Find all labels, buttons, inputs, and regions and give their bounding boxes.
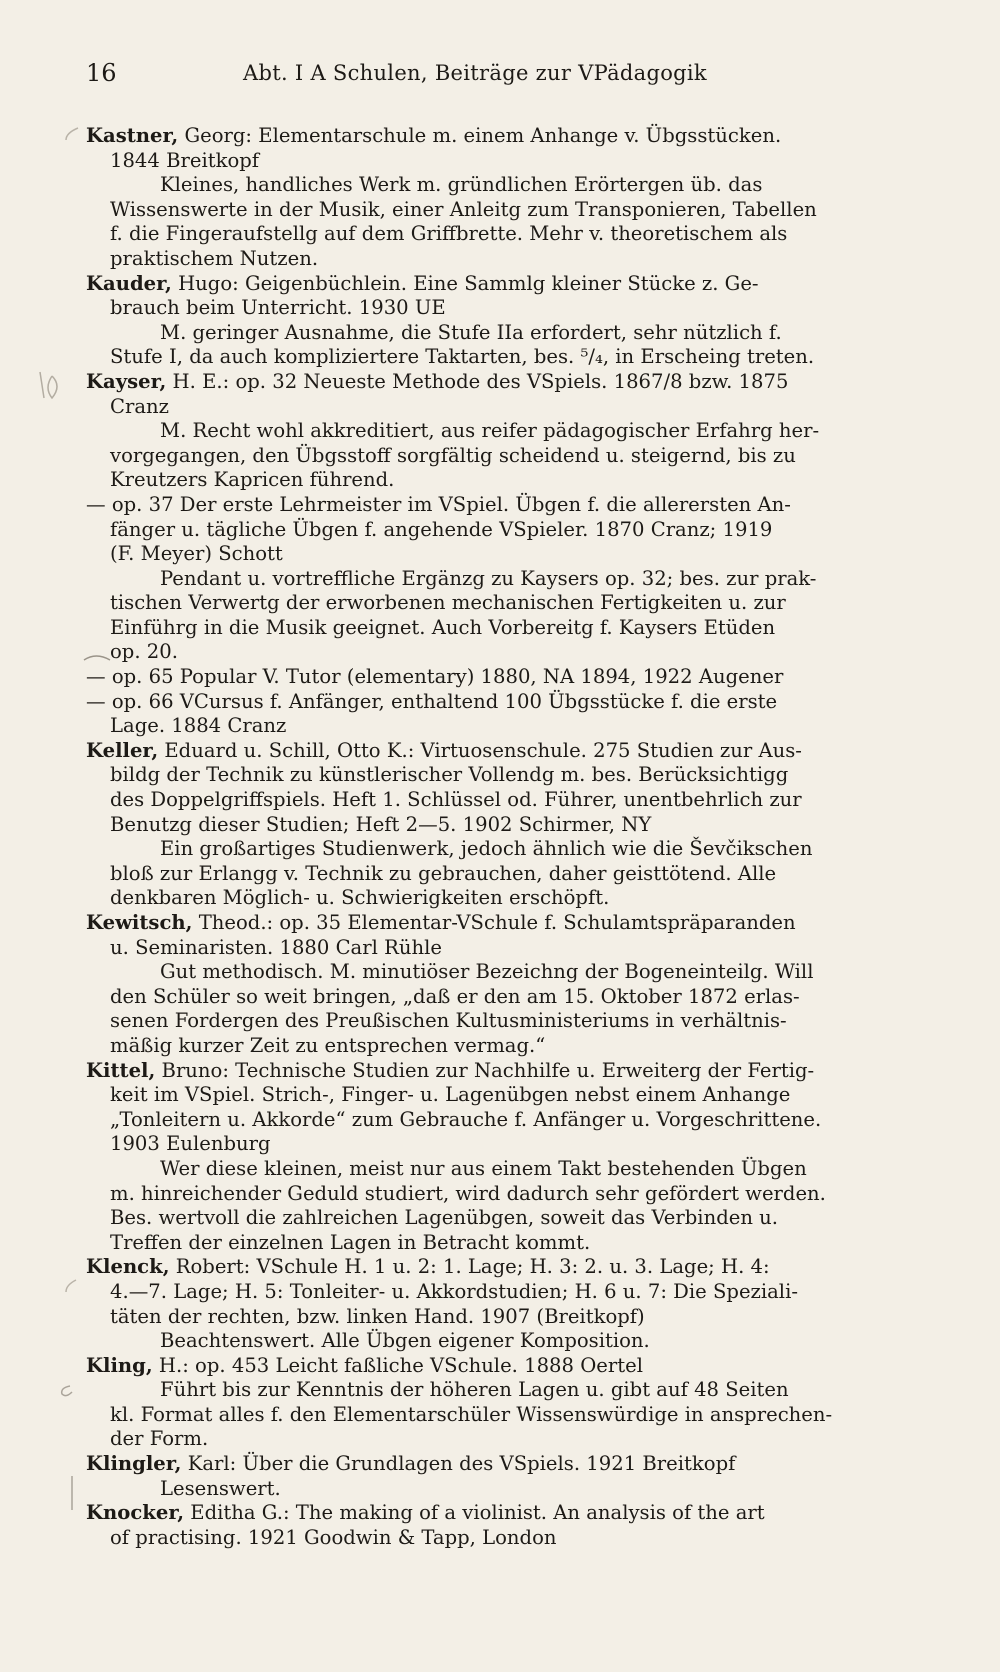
annotation-line: Führt bis zur Kenntnis der höheren Lagen u. gibt auf 48 Seiten <box>160 1378 789 1402</box>
bibliography-entry <box>86 1255 916 1353</box>
annotation-line: Wissenswerte in der Musik, einer Anleitg zum Transponieren, Tabellen <box>110 197 817 221</box>
annotation-line: kl. Format alles f. den Elementarschüler Wissenswürdige in ansprechen- <box>110 1402 833 1426</box>
entry-first-line <box>86 124 916 149</box>
entry-continuation-line: 1903 Eulenburg <box>110 1132 271 1156</box>
bibliography-entry <box>86 1059 916 1256</box>
entry-title-text: Robert: VSchule H. 1 u. 2: 1. Lage; H. 3: 2. u. 3. Lage; H. 4: <box>169 1255 770 1279</box>
annotation-line: senen Fordergen des Preußischen Kultusministeriums in verhältnis- <box>110 1009 787 1033</box>
annotation-line: Pendant u. vortreffliche Ergänzg zu Kaysers op. 32; bes. zur prak- <box>160 566 817 590</box>
page-number: 16 <box>86 59 117 87</box>
annotation-line: Einführg in die Musik geeignet. Auch Vorbereitg f. Kaysers Etüden <box>110 615 776 639</box>
author-name: Knocker, <box>86 1501 185 1525</box>
entry-continuation-line: täten der rechten, bzw. linken Hand. 1907 (Breitkopf) <box>110 1304 645 1328</box>
bibliography-entry <box>86 1501 916 1550</box>
bibliography-entry <box>86 272 916 370</box>
entry-continuation-line: 1844 Breitkopf <box>110 148 260 172</box>
annotation-line: Ein großartiges Studienwerk, jedoch ähnlich wie die Ševčikschen <box>160 837 813 861</box>
entry-continuation-line: (F. Meyer) Schott <box>110 542 283 566</box>
bibliography-entry <box>86 1354 916 1452</box>
annotation-line: m. hinreichender Geduld studiert, wird dadurch sehr gefördert werden. <box>110 1181 826 1205</box>
author-name: Keller, <box>86 738 159 762</box>
author-name: Kewitsch, <box>86 911 193 934</box>
entry-title-text: H.: op. 453 Leicht faßliche VSchule. 1888 Oertel <box>152 1353 643 1377</box>
annotation-line: denkbaren Möglich- u. Schwierigkeiten erschöpft. <box>110 886 610 910</box>
annotation-line: Lesenswert. <box>160 1476 281 1500</box>
entry-title-text: Karl: Über die Grundlagen des VSpiels. 1921 Breitkopf <box>181 1452 736 1476</box>
entry-first-line <box>86 1354 916 1379</box>
entry-continuation-line: bildg der Technik zu künstlerischer Vollendg m. bes. Berücksichtigg <box>110 763 789 787</box>
annotation-line: M. Recht wohl akkreditiert, aus reifer pädagogischer Erfahrg her- <box>160 419 820 443</box>
entry-continuation-line: u. Seminaristen. 1880 Carl Rühle <box>110 935 442 959</box>
margin-circle-mark <box>62 1386 72 1396</box>
entry-title-text: — op. 65 Popular V. Tutor (elementary) 1880, NA 1894, 1922 Augener <box>86 665 784 689</box>
annotation-line: Kleines, handliches Werk m. gründlichen Erörtergen üb. das <box>160 173 763 197</box>
annotation-line: praktischem Nutzen. <box>110 246 319 270</box>
annotation-line: der Form. <box>110 1427 209 1451</box>
entry-title-text: H. E.: op. 32 Neueste Methode des VSpiels. 1867/8 bzw. 1875 <box>166 369 789 393</box>
bibliography-entry <box>86 690 916 739</box>
bibliography-entry <box>86 370 916 493</box>
entry-continuation-line: brauch beim Unterricht. 1930 UE <box>110 296 446 320</box>
author-name: Kittel, <box>86 1058 156 1082</box>
bibliography-entry <box>86 1452 916 1501</box>
annotation-line: M. geringer Ausnahme, die Stufe IIa erfordert, sehr nützlich f. <box>160 320 782 344</box>
annotation-line: Beachtenswert. Alle Übgen eigener Komposition. <box>160 1329 650 1353</box>
entry-first-line <box>86 370 916 395</box>
bibliography-entry <box>86 911 916 1059</box>
annotation-line: Stufe I, da auch kompliziertere Taktarten, bes. ⁵/₄, in Erscheing treten. <box>110 345 815 369</box>
entry-first-line <box>86 1059 916 1084</box>
entry-first-line <box>86 665 916 690</box>
entry-continuation-line: 4.—7. Lage; H. 5: Tonleiter- u. Akkordstudien; H. 6 u. 7: Die Speziali- <box>110 1279 798 1303</box>
bibliography-entry <box>86 665 916 690</box>
author-name: Kling, <box>86 1353 153 1377</box>
bibliography-list <box>86 124 916 1550</box>
annotation-line: bloß zur Erlangg v. Technik zu gebrauchen, daher geisttötend. Alle <box>110 861 777 885</box>
author-name: Kayser, <box>86 369 167 393</box>
entry-continuation-line: of practising. 1921 Goodwin & Tapp, London <box>110 1525 557 1549</box>
entry-title-text: Theod.: op. 35 Elementar-VSchule f. Schulamtspräparanden <box>192 911 796 934</box>
entry-title-text: Editha G.: The making of a violinist. An analysis of the art <box>184 1501 765 1525</box>
annotation-line: f. die Fingeraufstellg auf dem Griffbrette. Mehr v. theoretischem als <box>110 222 788 246</box>
author-name: Klingler, <box>86 1452 182 1476</box>
entry-first-line <box>86 1255 916 1280</box>
entry-title-text: — op. 66 VCursus f. Anfänger, enthaltend 100 Übgsstücke f. die erste <box>86 689 778 713</box>
annotation-line: Bes. wertvoll die zahlreichen Lagenübgen, soweit das Verbinden u. <box>110 1206 779 1230</box>
entry-title-text: — op. 37 Der erste Lehrmeister im VSpiel. Übgen f. die allerersten An- <box>86 492 791 516</box>
annotation-line: op. 20. <box>110 640 178 664</box>
entry-title-text: Eduard u. Schill, Otto K.: Virtuosenschule. 275 Studien zur Aus- <box>158 738 802 762</box>
entry-continuation-line: Benutzg dieser Studien; Heft 2—5. 1902 Schirmer, NY <box>110 812 652 836</box>
entry-first-line <box>86 690 916 715</box>
entry-continuation-line: „Tonleitern u. Akkorde“ zum Gebrauche f. Anfänger u. Vorgeschrittene. <box>110 1107 822 1131</box>
annotation-line: mäßig kurzer Zeit zu entsprechen vermag.“ <box>110 1033 546 1057</box>
annotation-line: tischen Verwertg der erworbenen mechanischen Fertigkeiten u. zur <box>110 591 786 615</box>
author-name: Kastner, <box>86 124 179 147</box>
annotation-line: Treffen der einzelnen Lagen in Betracht kommt. <box>110 1230 591 1254</box>
entry-first-line <box>86 911 916 936</box>
entry-title-text: Bruno: Technische Studien zur Nachhilfe u. Erweiterg der Fertig- <box>155 1058 815 1082</box>
margin-bracket-mark <box>66 128 78 140</box>
bibliography-entry <box>86 493 916 665</box>
running-title: Abt. I A Schulen, Beiträge zur VPädagogik <box>243 61 707 85</box>
bibliography-entry <box>86 739 916 911</box>
entry-continuation-line: keit im VSpiel. Strich-, Finger- u. Lagenübgen nebst einem Anhange <box>110 1083 791 1107</box>
annotation-line: den Schüler so weit bringen, „daß er den am 15. Oktober 1872 erlas- <box>110 984 800 1008</box>
entry-title-text: Hugo: Geigenbüchlein. Eine Sammlg kleiner Stücke z. Ge- <box>171 271 759 295</box>
entry-first-line <box>86 739 916 764</box>
entry-first-line <box>86 1452 916 1477</box>
annotation-line: Gut methodisch. M. minutiöser Bezeichng der Bogeneinteilg. Will <box>160 960 814 984</box>
author-name: Kauder, <box>86 271 172 295</box>
entry-continuation-line: des Doppelgriffspiels. Heft 1. Schlüssel od. Führer, unentbehrlich zur <box>110 788 802 812</box>
author-name: Klenck, <box>86 1255 170 1279</box>
bibliography-entry <box>86 124 916 272</box>
entry-continuation-line: Cranz <box>110 394 169 418</box>
margin-number-mark <box>40 372 57 398</box>
entry-continuation-line: fänger u. tägliche Übgen f. angehende VSpieler. 1870 Cranz; 1919 <box>110 517 773 541</box>
entry-first-line <box>86 272 916 297</box>
entry-title-text: Georg: Elementarschule m. einem Anhange v. Übgsstücken. <box>178 124 782 147</box>
margin-bracket-mark <box>66 1280 76 1292</box>
annotation-line: Wer diese kleinen, meist nur aus einem Takt bestehenden Übgen <box>160 1156 807 1180</box>
annotation-line: vorgegangen, den Übgsstoff sorgfältig scheidend u. steigernd, bis zu <box>110 443 796 467</box>
annotation-line: Kreutzers Kapricen führend. <box>110 468 395 492</box>
entry-continuation-line: Lage. 1884 Cranz <box>110 714 287 738</box>
entry-first-line <box>86 493 916 518</box>
entry-first-line <box>86 1501 916 1526</box>
